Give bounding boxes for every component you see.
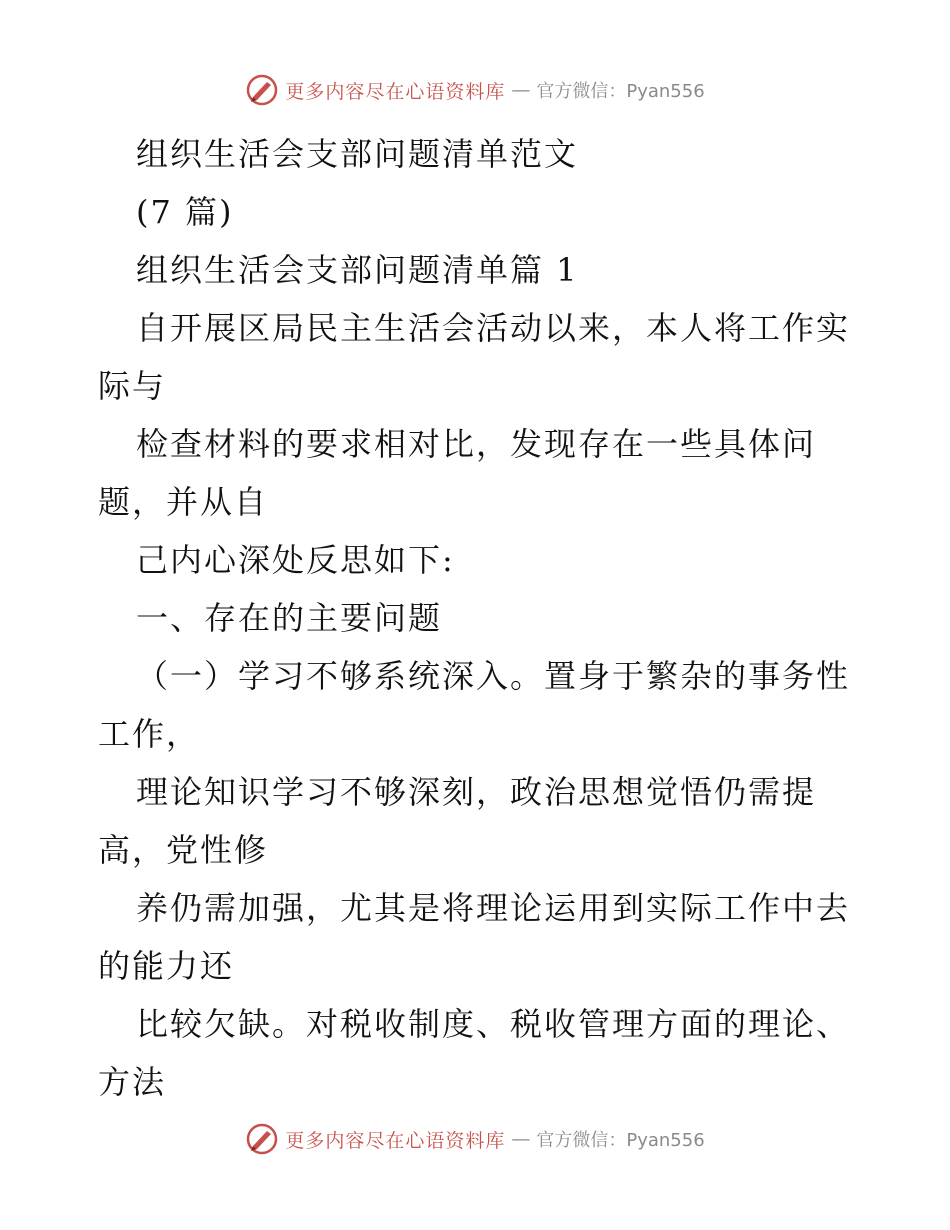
banner-main-text: 更多内容尽在心语资料库 [285,1129,506,1152]
pen-logo-icon [245,73,279,107]
text-line: 检查材料的要求相对比，发现存在一些具体问 [136,425,817,463]
banner-wechat-text: 官方微信：Pyan556 [536,1130,705,1151]
text-line: 比较欠缺。对税收制度、税收管理方面的理论、 [136,1005,851,1043]
text-line: （一）学习不够系统深入。置身于繁杂的事务性 [136,657,851,695]
text-line: 的能力还 [98,947,235,985]
text-line: 养仍需加强，尤其是将理论运用到实际工作中去 [136,889,851,927]
text-line: 高，党性修 [98,831,269,869]
footer-banner [0,1119,950,1159]
banner-main-text: 更多内容尽在心语资料库 [285,80,506,103]
text-line: 一、存在的主要问题 [136,599,443,637]
text-line: 际与 [98,367,167,405]
banner-dash: — [511,1128,531,1150]
text-line: 理论知识学习不够深刻，政治思想觉悟仍需提 [136,773,817,811]
text-line: 题，并从自 [98,483,269,521]
text-line: 自开展区局民主生活会活动以来，本人将工作实 [136,309,851,347]
text-line: 组织生活会支部问题清单范文 [136,135,579,173]
banner-dash: — [511,79,531,101]
text-line: 组织生活会支部问题清单篇 1 [136,251,579,289]
header-banner [0,70,950,110]
banner-wechat-text: 官方微信：Pyan556 [536,81,705,102]
text-line: 工作， [98,715,201,753]
text-line: 己内心深处反思如下: [136,541,455,579]
text-line: (7 篇) [136,193,234,231]
document-body [98,125,858,1111]
pen-logo-icon [245,1122,279,1156]
text-line: 方法 [98,1063,167,1101]
